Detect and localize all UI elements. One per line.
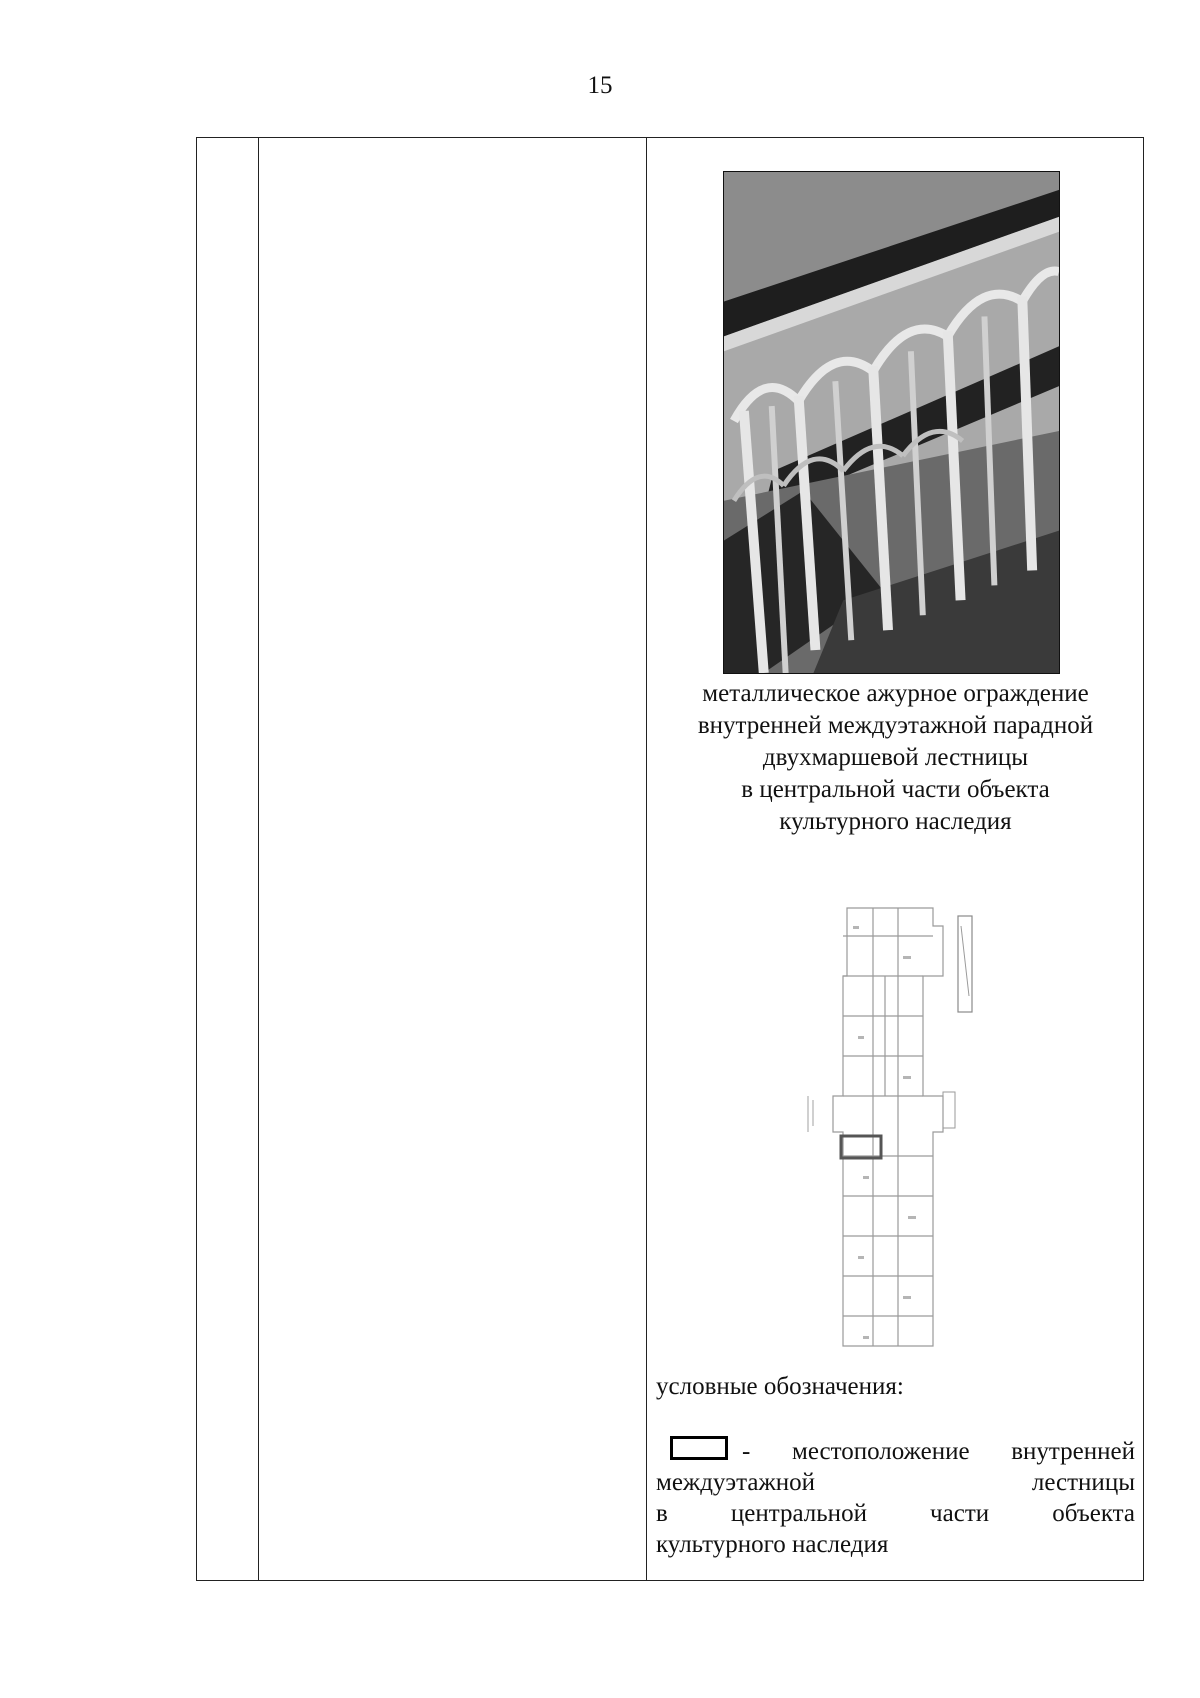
caption-line: двухмаршевой лестницы (762, 744, 1029, 771)
caption-line: внутренней междуэтажной парадной (697, 712, 1094, 739)
caption-line: металлическое ажурное ограждение (702, 680, 1089, 707)
legend-line: междуэтажной лестницы (656, 1469, 1135, 1496)
photo-caption (648, 678, 1143, 838)
page-number: 15 (587, 72, 613, 99)
legend-title: условные обозначения: (656, 1373, 904, 1400)
staircase-railing-photo (723, 171, 1060, 674)
document-table (196, 137, 1144, 1581)
table-column-divider (258, 138, 259, 1580)
railing-photo-drawing (724, 172, 1059, 673)
table-cell-illustrations (648, 138, 1143, 1580)
legend-line: - местоположение внутренней (742, 1438, 1135, 1465)
caption-line: в центральной части объекта (741, 776, 1050, 803)
caption-line: культурного наследия (779, 808, 1012, 835)
floor-plan-svg (803, 896, 1003, 1358)
legend-line: культурного наследия (656, 1531, 889, 1558)
table-column-divider (646, 138, 647, 1580)
legend-description (656, 1436, 1135, 1560)
floor-plan-drawing (803, 896, 1003, 1358)
legend-line: в центральной части объекта (656, 1500, 1135, 1527)
